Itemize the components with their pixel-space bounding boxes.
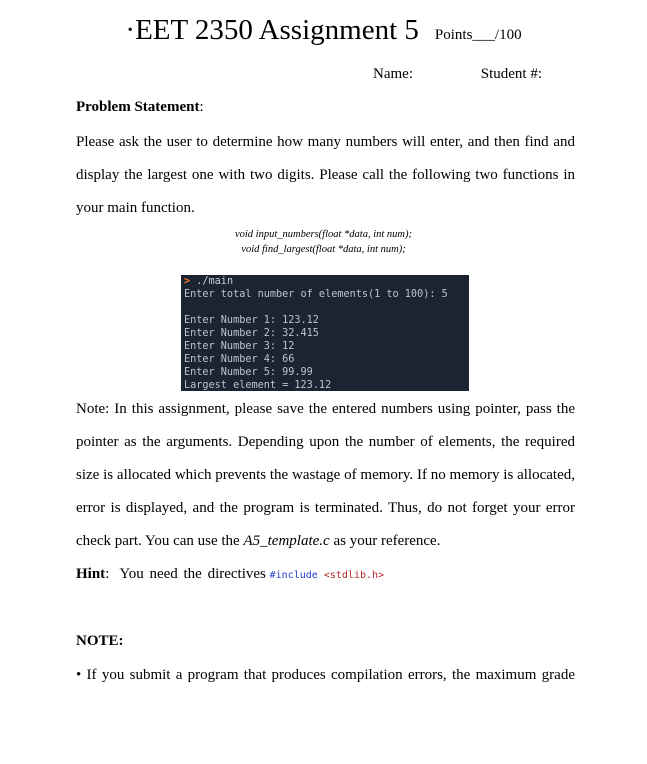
include-keyword: #include: [269, 570, 318, 581]
student-number-label: Student #:: [480, 66, 542, 82]
hint-line: [76, 566, 384, 583]
terminal-line: Largest element = 123.12: [184, 380, 332, 391]
hint-text: You need the directives: [119, 566, 266, 582]
problem-heading-colon: :: [199, 99, 204, 115]
note-text: Note: In this assignment, please save the entered numbers using pointer, pass the pointer as the arguments. Depending upon the number of elements, the required size is allocated which prevents the wastage of memory. If no memory is allocated, error is displayed, and the program is terminated. Thus, do not forget your error check part. You can use the: [76, 401, 575, 549]
points-field: Points___/100: [434, 27, 522, 43]
problem-heading-text: Problem Statement: [76, 99, 200, 115]
note-bullet: • If you submit a program that produces compilation errors, the maximum grade: [76, 667, 575, 683]
terminal-line: Enter Number 5: 99.99: [184, 367, 313, 378]
name-row: [373, 66, 542, 83]
terminal-line: Enter Number 1: 123.12: [184, 315, 319, 326]
note-text-end: as your reference.: [329, 533, 441, 549]
terminal-line: Enter Number 3: 12: [184, 341, 295, 352]
function-prototypes: [0, 227, 647, 257]
terminal-line: Enter total number of elements(1 to 100): 5: [184, 289, 448, 300]
prototype-find-largest: void find_largest(float *data, int num);: [241, 244, 406, 255]
terminal-output-screenshot: [181, 275, 469, 391]
problem-statement-text: Please ask the user to determine how many numbers will enter, and then find and display the largest one with two digits. Please call the following two functions in your main function.: [76, 134, 575, 216]
prototype-input-numbers: void input_numbers(float *data, int num);: [234, 229, 413, 240]
problem-statement-heading: [76, 99, 204, 116]
prompt-icon: >: [184, 276, 191, 287]
terminal-command-line: [181, 275, 469, 288]
name-label: Name:: [373, 66, 413, 82]
include-header: <stdlib.h>: [323, 570, 385, 581]
terminal-command: ./main: [190, 276, 234, 287]
note-paragraph: [76, 393, 575, 558]
hint-colon: :: [105, 566, 110, 582]
terminal-line: [181, 301, 469, 314]
assignment-title: ·EET 2350 Assignment 5: [125, 14, 419, 46]
terminal-line: Enter Number 4: 66: [184, 354, 295, 365]
template-file-name: A5_template.c: [243, 533, 330, 549]
hint-label: Hint: [76, 566, 106, 582]
terminal-line: Enter Number 2: 32.415: [184, 328, 319, 339]
header: [0, 14, 647, 47]
note-heading: NOTE:: [76, 633, 124, 649]
include-directive: [270, 570, 384, 581]
